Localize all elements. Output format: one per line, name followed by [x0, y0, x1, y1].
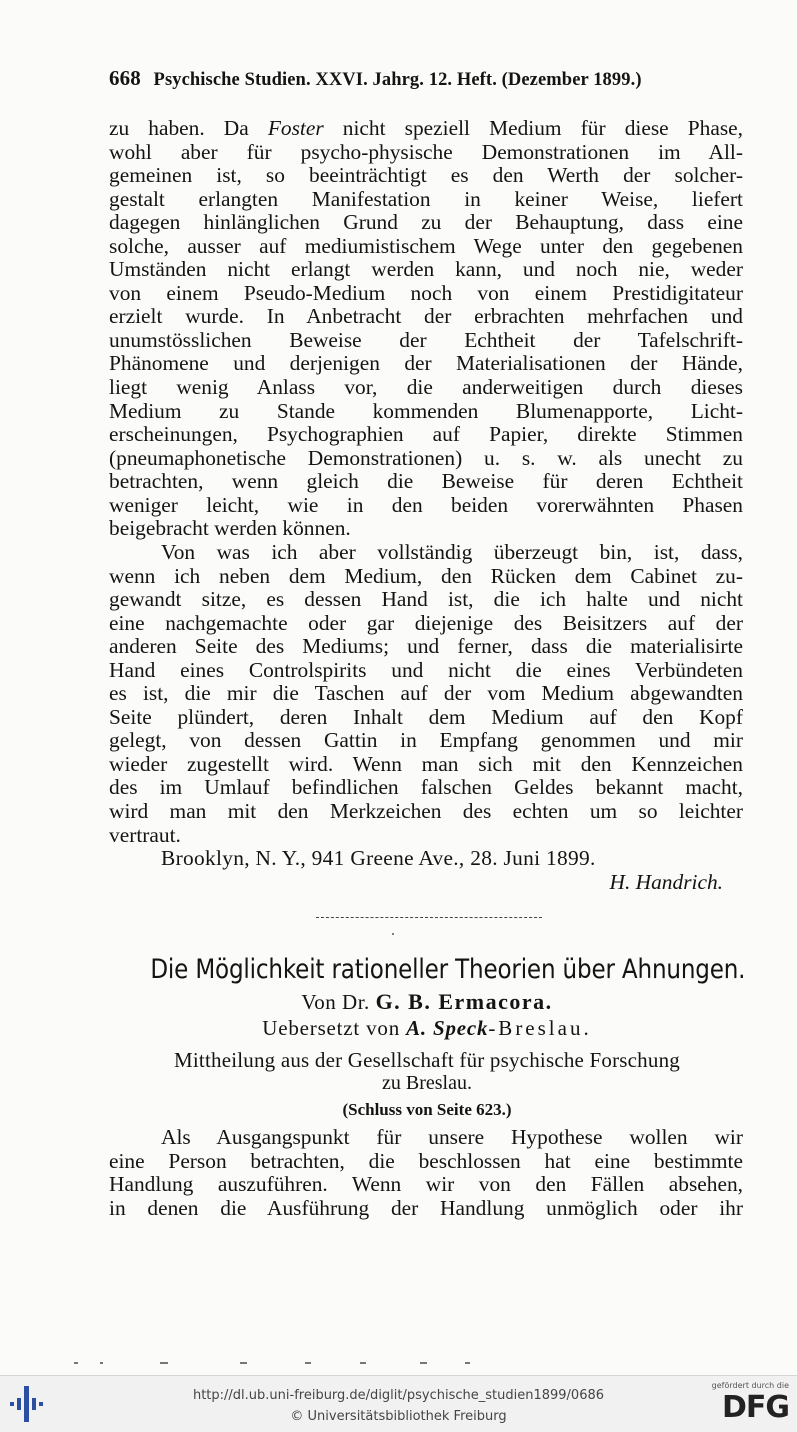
text-line: anderen Seite des Mediums; und ferner, dass die materialisirte [109, 634, 743, 659]
text-line: Umständen nicht erlangt werden kann, und noch nie, weder [109, 257, 743, 282]
article-title: Die Möglichkeit rationeller Theorien über Ahnungen. [150, 954, 746, 985]
section-divider [316, 917, 542, 919]
author-signature: H. Handrich. [609, 869, 723, 894]
article-body [109, 1126, 743, 1220]
running-header [109, 66, 739, 91]
text-line: solche, ausser auf mediumistischem Wege unter den gegebenen [109, 233, 743, 258]
communication-line-2: zu Breslau. [382, 1072, 472, 1094]
text-line: beigebracht werden können. [109, 516, 351, 541]
text-line: vertraut. [109, 822, 181, 847]
translator-name: A. Speck [406, 1016, 489, 1040]
text-line: Von was ich aber vollständig überzeugt bin, ist, dass, [161, 540, 743, 564]
continuation-note: (Schluss von Seite 623.) [342, 1100, 512, 1119]
translator-line: Uebersetzt von A. Speck-Breslau. [262, 1016, 592, 1040]
text-line: Als Ausgangspunkt für unsere Hypothese wollen wir [161, 1125, 743, 1149]
article-author: Von Dr. G. B. Ermacora. [301, 989, 553, 1014]
author-name: G. B. Ermacora. [375, 989, 553, 1014]
sponsor-caption: gefördert durch die [711, 1381, 789, 1390]
viewer-footer [0, 1375, 797, 1432]
section1-paragraph [109, 117, 743, 541]
running-title: Psychische Studien. XXVI. Jahrg. 12. Heft. (Dezember 1899.) [153, 70, 642, 90]
page-number: 668 [109, 66, 141, 90]
divider-dot [392, 933, 394, 935]
text-line: gestalt erlangten Manifestation in keiner Weise, liefert [109, 186, 743, 211]
text-line: wohl aber für psycho-physische Demonstrationen im All- [109, 139, 743, 164]
text-line: weniger leicht, wie in den beiden vorerwähnten Phasen [109, 492, 743, 517]
text-line: Phänomene und derjenigen der Materialisationen der Hände, [109, 351, 743, 376]
text-line: unumstösslichen Beweise der Echtheit der Tafelschrift- [109, 327, 743, 352]
name-foster: Foster [267, 116, 324, 140]
text-line: gelegt, von dessen Gattin in Empfang genommen und mir [109, 728, 743, 753]
text-line: liegt wenig Anlass vor, die anderweitigen durch dieses [109, 375, 743, 400]
text-line: wird man mit den Merkzeichen des echten um so leichter [109, 799, 743, 824]
text-line: dagegen hinlänglichen Grund zu der Behauptung, dass eine [109, 210, 743, 235]
text-line: eine nachgemachte oder gar diejenige des Beisitzers auf der [109, 610, 743, 635]
text-line: wenn ich neben dem Medium, den Rücken dem Cabinet zu- [109, 563, 743, 588]
copyright-notice: © Universitätsbibliothek Freiburg [290, 1409, 507, 1424]
dfg-logo: DFG [721, 1390, 789, 1425]
text-line: des im Umlauf befindlichen falschen Geldes bekannt macht, [109, 775, 743, 800]
text-line: in denen die Ausführung der Handlung unmöglich oder ihr [109, 1195, 743, 1220]
text-line: erscheinungen, Psychographien auf Papier, direkte Stimmen [109, 422, 743, 447]
text-line: erzielt wurde. In Anbetracht der erbrachten mehrfachen und [109, 304, 743, 329]
text-line: Seite plündert, deren Inhalt dem Medium auf den Kopf [109, 704, 743, 729]
text-line: (pneumaphonetische Demonstrationen) u. s. w. als unecht zu [109, 445, 743, 470]
section2-paragraph [109, 541, 743, 894]
text-line: eine Person betrachten, die beschlossen hat eine bestimmte [109, 1148, 743, 1173]
text-line: es ist, die mir die Taschen auf der vom Medium abgewandten [109, 681, 743, 706]
text-line: zu haben. Da Foster nicht speziell Medium für diese Phase, [109, 116, 743, 140]
text-line: gemeinen ist, so beeinträchtigt es den Werth der solcher- [109, 163, 743, 188]
text-line: gewandt sitze, es dessen Hand ist, die ich halte und nicht [109, 587, 743, 612]
permalink-url[interactable]: http://dl.ub.uni-freiburg.de/diglit/psychische_studien1899/0686 [192, 1388, 605, 1403]
place-date-line: Brooklyn, N. Y., 941 Greene Ave., 28. Juni 1899. [161, 846, 596, 871]
scan-edge-marks [60, 1362, 500, 1366]
text-line: wieder zugestellt wird. Wenn man sich mit den Kennzeichen [109, 751, 743, 776]
text-line: betrachten, wenn gleich die Beweise für deren Echtheit [109, 469, 743, 494]
text-line: von einem Pseudo-Medium noch von einem Prestidigitateur [109, 280, 743, 305]
text-line: Handlung auszuführen. Wenn wir von den Fällen absehen, [109, 1172, 743, 1197]
text-line: Medium zu Stande kommenden Blumenapporte, Licht- [109, 398, 743, 423]
text-line: Hand eines Controlspirits und nicht die eines Verbündeten [109, 657, 743, 682]
communication-line-1: Mittheilung aus der Gesellschaft für psychische Forschung [174, 1048, 680, 1072]
